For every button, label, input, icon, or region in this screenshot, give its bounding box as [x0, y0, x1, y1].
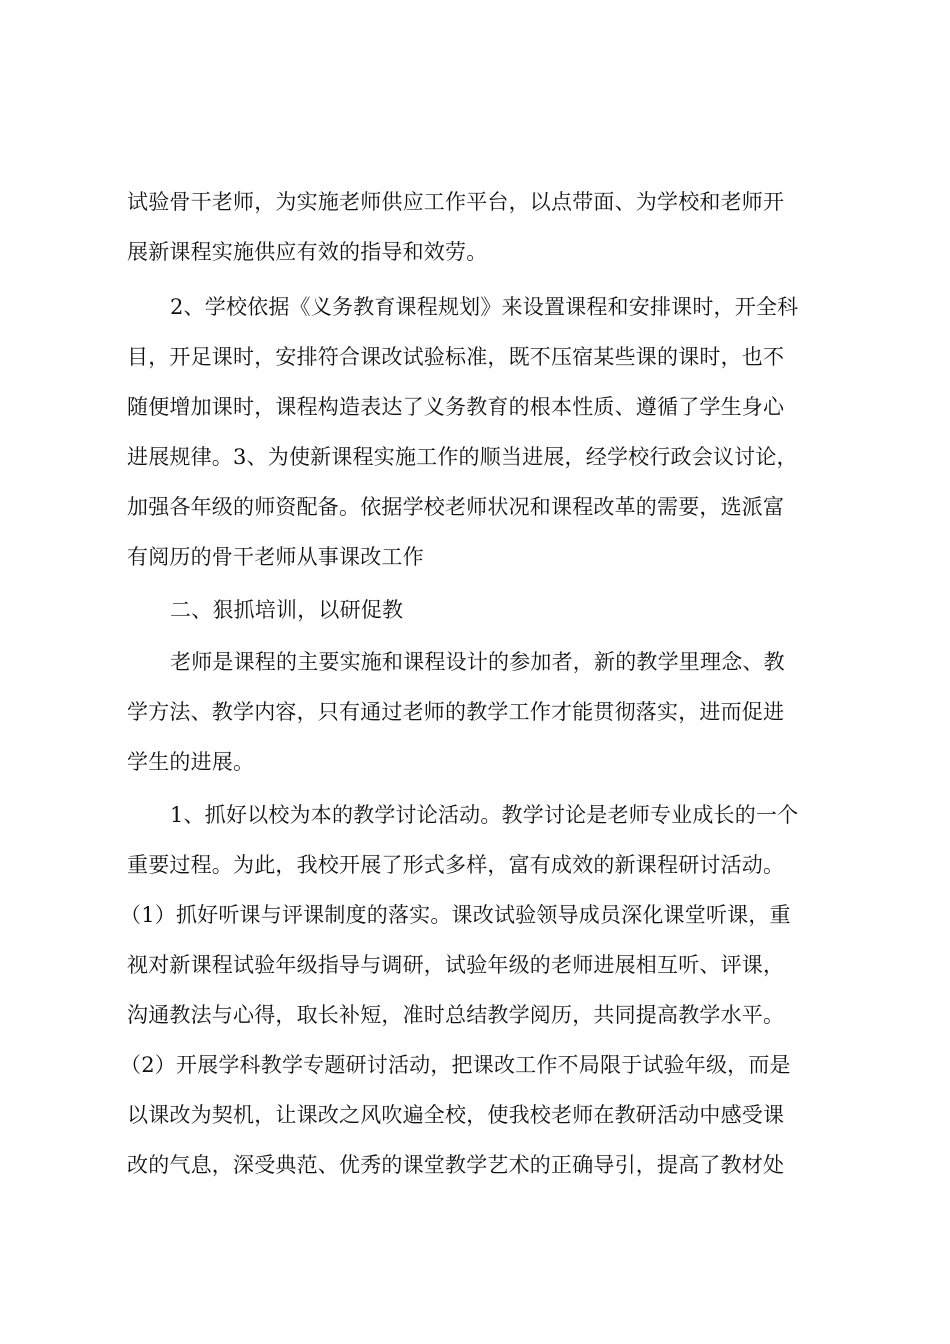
text-line: 学生的进展。 [127, 750, 255, 774]
text-line: （1）抓好听课与评课制度的落实。课改试验领导成员深化课堂听课，重 [120, 903, 791, 927]
text-line: 改的气息，深受典范、优秀的课堂教学艺术的正确导引，提高了教材处 [127, 1153, 785, 1177]
paragraph-first-line: 1、抓好以校为本的教学讨论活动。教学讨论是老师专业成长的一个 [170, 803, 799, 827]
paragraph-first-line: 老师是课程的主要实施和课程设计的参加者，新的教学里理念、教 [170, 650, 785, 674]
text-line: 试验骨干老师，为实施老师供应工作平台，以点带面、为学校和老师开 [127, 190, 785, 214]
text-line: 加强各年级的师资配备。依据学校老师状况和课程改革的需要，选派富 [127, 495, 785, 519]
text-line: 目，开足课时，安排符合课改试验标准，既不压宿某些课的课时，也不 [127, 345, 785, 369]
text-line: 展新课程实施供应有效的指导和效劳。 [127, 240, 488, 264]
text-line: 随便增加课时，课程构造表达了义务教育的根本性质、遵循了学生身心 [127, 395, 785, 419]
text-line: 以课改为契机，让课改之风吹遍全校，使我校老师在教研活动中感受课 [127, 1103, 785, 1127]
section-heading: 二、狠抓培训，以研促教 [170, 598, 404, 622]
text-line: 视对新课程试验年级指导与调研，试验年级的老师进展相互听、评课， [127, 953, 785, 977]
text-line: 重要过程。为此，我校开展了形式多样，富有成效的新课程研讨活动。 [127, 853, 785, 877]
text-line: 学方法、教学内容，只有通过老师的教学工作才能贯彻落实，进而促进 [127, 700, 785, 724]
text-line: 进展规律。3、为使新课程实施工作的顺当进展，经学校行政会议讨论， [127, 445, 798, 469]
text-line: 有阅历的骨干老师从事课改工作 [127, 545, 424, 569]
paragraph-first-line: 2、学校依据《义务教育课程规划》来设置课程和安排课时，开全科 [170, 295, 799, 319]
text-line: 沟通教法与心得，取长补短，准时总结教学阅历，共同提高教学水平。 [127, 1003, 785, 1027]
text-line: （2）开展学科教学专题研讨活动，把课改工作不局限于试验年级，而是 [120, 1053, 791, 1077]
